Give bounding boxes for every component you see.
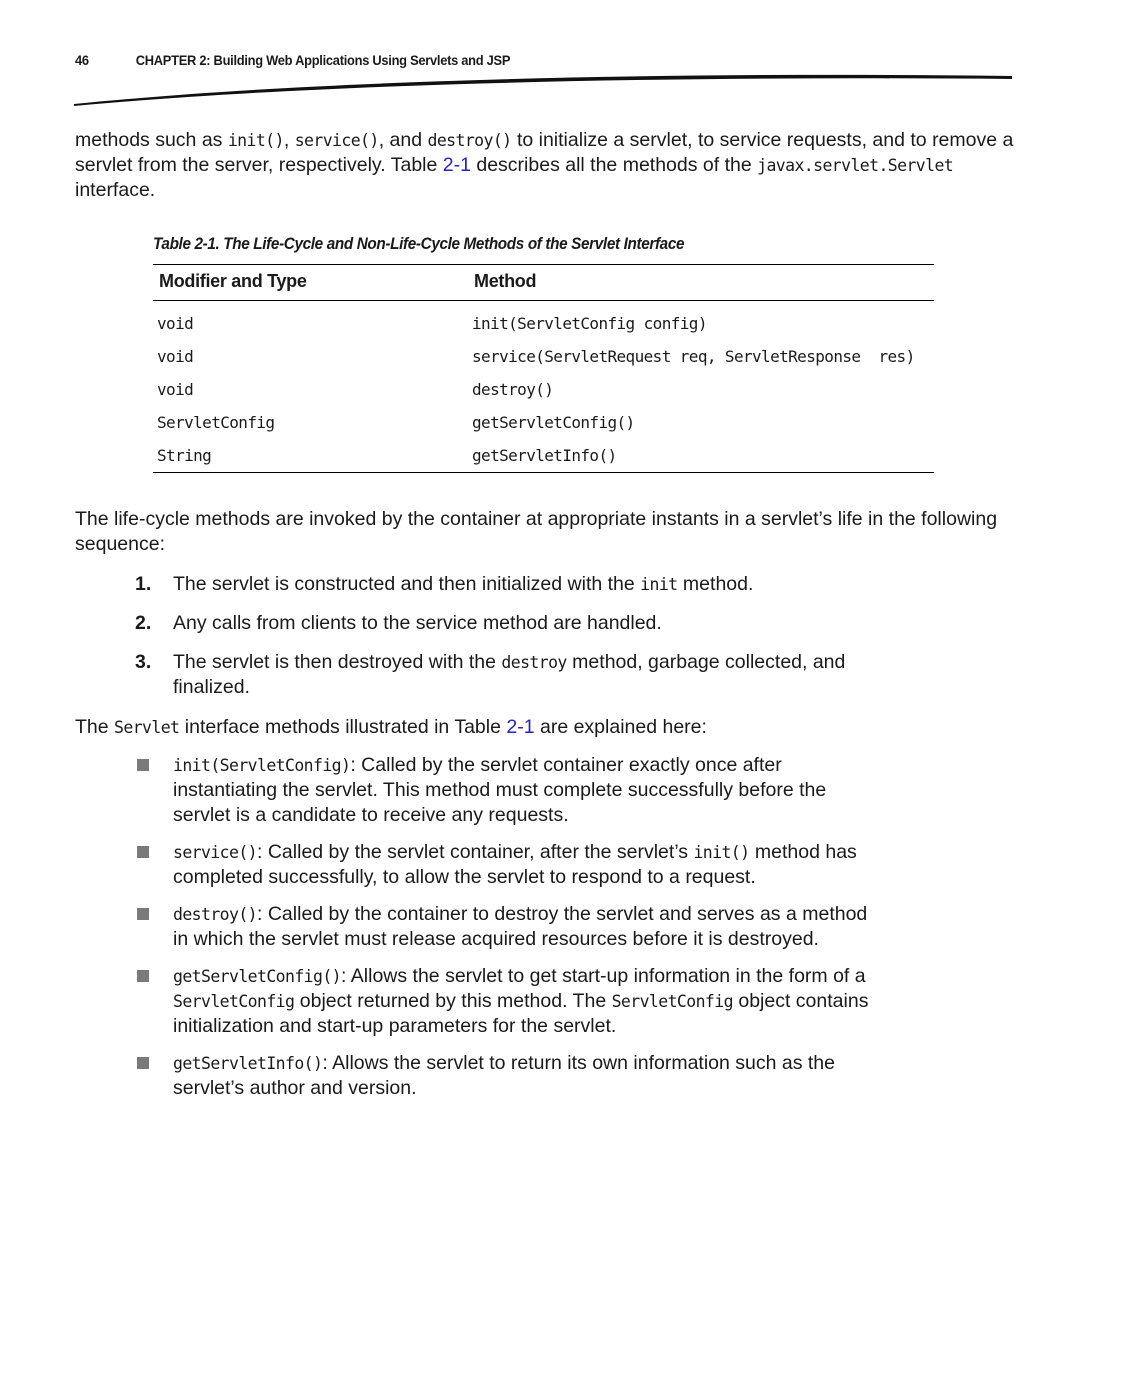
table-row <box>153 406 934 439</box>
list-item: 2. Any calls from clients to the service method are handled. <box>135 612 662 634</box>
table-row <box>153 340 934 373</box>
lifecycle-steps-list <box>135 572 935 714</box>
methods-table <box>153 264 934 473</box>
page-number: 46 <box>75 52 89 68</box>
list-item: 1. The servlet is constructed and then initialized with the init method. <box>135 573 754 595</box>
intro-paragraph: methods such as init(), service(), and destroy() to initialize a servlet, to service requests, and to remove a servlet from the server, respectively. Table 2-1 describes all the methods of the javax.servlet.Servlet interface. <box>75 129 1014 201</box>
lifecycle-paragraph: The life-cycle methods are invoked by the container at appropriate instants in a servlet’s life in the following sequence: <box>75 508 998 555</box>
modifier-cell: void <box>157 314 194 333</box>
step-number: 1. <box>135 573 152 595</box>
method-explanations-list <box>135 753 880 1113</box>
table-caption: Table 2-1. The Life-Cycle and Non-Life-Cycle Methods of the Servlet Interface <box>153 234 685 253</box>
header-swoosh-rule <box>74 72 1014 108</box>
modifier-cell: void <box>157 347 194 366</box>
bullet-square-icon <box>137 970 149 982</box>
step-number: 3. <box>135 651 152 673</box>
modifier-cell: ServletConfig <box>157 413 275 432</box>
method-cell: getServletInfo() <box>468 439 934 473</box>
table-row <box>153 373 934 406</box>
table-header-row <box>153 265 934 301</box>
list-item: init(ServletConfig): Called by the servlet container exactly once after instantiating the servlet. This method must complete successfully before the servlet is a candidate to receive any requests. <box>135 753 880 828</box>
bullet-square-icon <box>137 908 149 920</box>
method-cell: getServletConfig() <box>472 413 635 432</box>
explanation-intro-paragraph: The Servlet interface methods illustrated in Table 2-1 are explained here: <box>75 716 707 738</box>
list-item: service(): Called by the servlet container, after the servlet’s init() method has completed successfully, to allow the servlet to respond to a request. <box>135 840 923 890</box>
list-item: destroy(): Called by the container to destroy the servlet and serves as a method in which the servlet must release acquired resources before it is destroyed. <box>135 902 873 952</box>
column-header-method: Method <box>468 265 934 301</box>
column-header-modifier: Modifier and Type <box>153 265 468 301</box>
bullet-square-icon <box>137 1057 149 1069</box>
chapter-title: CHAPTER 2: Building Web Applications Using Servlets and JSP <box>135 52 511 68</box>
step-number: 2. <box>135 612 152 634</box>
modifier-cell: void <box>157 380 194 399</box>
table-row <box>153 439 934 473</box>
modifier-cell: String <box>153 439 468 473</box>
method-cell: service(ServletRequest req, ServletResponse res) <box>472 347 915 366</box>
bullet-square-icon <box>137 759 149 771</box>
method-cell: destroy() <box>472 380 554 399</box>
list-item: getServletInfo(): Allows the servlet to return its own information such as the servlet’s author and version. <box>135 1051 880 1101</box>
method-cell: init(ServletConfig config) <box>472 314 707 333</box>
table-link[interactable]: 2-1 <box>442 154 471 176</box>
list-item: getServletConfig(): Allows the servlet to get start-up information in the form of a ServletConfig object returned by this method. The ServletConfig object contains initialization and start-up parameters for the servlet. <box>135 964 880 1039</box>
table-row <box>153 301 934 341</box>
list-item: 3. The servlet is then destroyed with the destroy method, garbage collected, and finalized. <box>135 651 846 698</box>
bullet-square-icon <box>137 846 149 858</box>
table-link[interactable]: 2-1 <box>506 716 535 738</box>
